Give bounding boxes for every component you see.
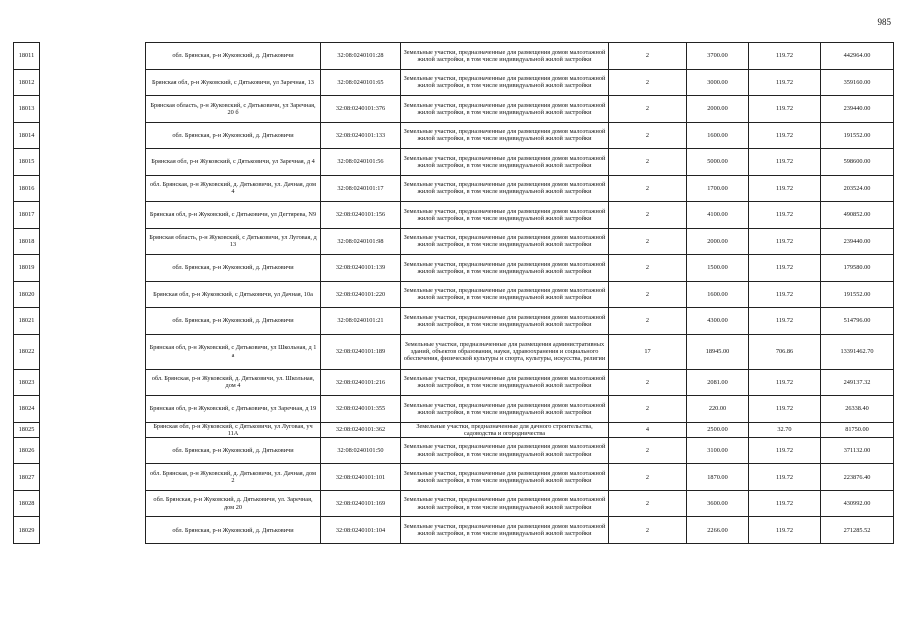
row-id-cell: 18029 [14, 517, 40, 544]
cadastral-number-cell: 32:08:0240101:101 [321, 464, 401, 491]
specific-value-cell: 119.72 [749, 308, 821, 335]
address-cell: обл. Брянская, р-н Жуковский, д. Дятьковичи [146, 517, 321, 544]
cadastral-value-cell: 203524.00 [821, 175, 894, 202]
land-category-cell: Земельные участки, предназначенные для размещения домов малоэтажной жилой застройки, в том числе индивидуальной жилой застройки [401, 202, 609, 229]
address-cell: обл. Брянская, р-н Жуковский, д. Дятьковичи [146, 437, 321, 464]
area-cell: 3700.00 [687, 43, 749, 70]
land-category-cell: Земельные участки, предназначенные для размещения домов малоэтажной жилой застройки, в том числе индивидуальной жилой застройки [401, 43, 609, 70]
cadastral-number-cell: 32:08:0240101:50 [321, 437, 401, 464]
row-id-cell: 18024 [14, 396, 40, 423]
area-cell: 1700.00 [687, 175, 749, 202]
area-cell: 4100.00 [687, 202, 749, 229]
table-row [14, 149, 894, 176]
cadastral-value-cell: 13391462.70 [821, 334, 894, 369]
specific-value-cell: 119.72 [749, 437, 821, 464]
address-cell: Брянская обл, р-н Жуковский, с Дятьковичи, ул Дегтярева, N9 [146, 202, 321, 229]
table-row [14, 69, 894, 96]
address-cell: обл. Брянская, р-н Жуковский, д. Дятьковичи, ул. Дачная, дом 2 [146, 464, 321, 491]
address-cell: обл. Брянская, р-н Жуковский, д. Дятьковичи [146, 43, 321, 70]
usage-group-cell: 2 [609, 308, 687, 335]
address-cell: обл. Брянская, р-н Жуковский, д. Дятьковичи [146, 122, 321, 149]
row-id-cell: 18018 [14, 228, 40, 255]
address-cell: Брянская обл, р-н Жуковский, с Дятьковичи, ул Заречная, 13 [146, 69, 321, 96]
area-cell: 18945.00 [687, 334, 749, 369]
cadastral-number-cell: 32:08:0240101:376 [321, 96, 401, 123]
cadastral-value-cell: 514796.00 [821, 308, 894, 335]
area-cell: 2081.00 [687, 369, 749, 396]
usage-group-cell: 2 [609, 464, 687, 491]
cadastral-value-cell: 249137.32 [821, 369, 894, 396]
area-cell: 1500.00 [687, 255, 749, 282]
area-cell: 1870.00 [687, 464, 749, 491]
land-category-cell: Земельные участки, предназначенные для размещения домов малоэтажной жилой застройки, в том числе индивидуальной жилой застройки [401, 149, 609, 176]
land-category-cell: Земельные участки, предназначенные для размещения домов малоэтажной жилой застройки, в том числе индивидуальной жилой застройки [401, 69, 609, 96]
land-category-cell: Земельные участки, предназначенные для дачного строительства, садоводства и огородничества [401, 422, 609, 437]
address-cell: Брянская область, р-н Жуковский, с Дятьковичи, ул Луговая, д 13 [146, 228, 321, 255]
usage-group-cell: 2 [609, 228, 687, 255]
cadastral-number-cell: 32:08:0240101:65 [321, 69, 401, 96]
cadastral-value-cell: 430992.00 [821, 490, 894, 517]
cadastral-value-cell: 191552.00 [821, 281, 894, 308]
land-category-cell: Земельные участки, предназначенные для размещения домов малоэтажной жилой застройки, в том числе индивидуальной жилой застройки [401, 396, 609, 423]
specific-value-cell: 119.72 [749, 149, 821, 176]
row-id-cell: 18026 [14, 437, 40, 464]
row-spacer-cell [40, 122, 146, 149]
cadastral-value-cell: 442964.00 [821, 43, 894, 70]
specific-value-cell: 119.72 [749, 517, 821, 544]
specific-value-cell: 119.72 [749, 464, 821, 491]
row-spacer-cell [40, 281, 146, 308]
specific-value-cell: 119.72 [749, 96, 821, 123]
usage-group-cell: 2 [609, 96, 687, 123]
usage-group-cell: 2 [609, 149, 687, 176]
row-id-cell: 18025 [14, 422, 40, 437]
row-spacer-cell [40, 69, 146, 96]
table-row [14, 517, 894, 544]
cadastral-value-cell: 359160.00 [821, 69, 894, 96]
land-category-cell: Земельные участки, предназначенные для размещения домов малоэтажной жилой застройки, в том числе индивидуальной жилой застройки [401, 437, 609, 464]
table-row [14, 228, 894, 255]
table-row [14, 422, 894, 437]
cadastral-value-cell: 598600.00 [821, 149, 894, 176]
row-spacer-cell [40, 490, 146, 517]
usage-group-cell: 17 [609, 334, 687, 369]
usage-group-cell: 2 [609, 437, 687, 464]
cadastral-number-cell: 32:08:0240101:156 [321, 202, 401, 229]
address-cell: обл. Брянская, р-н Жуковский, д. Дятьковичи, ул. Дачная, дом 4 [146, 175, 321, 202]
specific-value-cell: 119.72 [749, 69, 821, 96]
area-cell: 5000.00 [687, 149, 749, 176]
cadastral-number-cell: 32:08:0240101:355 [321, 396, 401, 423]
address-cell: Брянская обл, р-н Жуковский, с Дятьковичи, ул Школьная, д 1 а [146, 334, 321, 369]
land-category-cell: Земельные участки, предназначенные для размещения домов малоэтажной жилой застройки, в том числе индивидуальной жилой застройки [401, 308, 609, 335]
specific-value-cell: 119.72 [749, 281, 821, 308]
row-spacer-cell [40, 149, 146, 176]
cadastral-number-cell: 32:08:0240101:169 [321, 490, 401, 517]
cadastral-number-cell: 32:08:0240101:28 [321, 43, 401, 70]
table-row [14, 43, 894, 70]
page-number: 985 [877, 17, 891, 27]
land-category-cell: Земельные участки, предназначенные для размещения домов малоэтажной жилой застройки, в том числе индивидуальной жилой застройки [401, 122, 609, 149]
area-cell: 220.00 [687, 396, 749, 423]
usage-group-cell: 4 [609, 422, 687, 437]
address-cell: обл. Брянская, р-н Жуковский, д. Дятьковичи, ул. Школьная, дом 4 [146, 369, 321, 396]
usage-group-cell: 2 [609, 255, 687, 282]
area-cell: 1600.00 [687, 122, 749, 149]
land-category-cell: Земельные участки, предназначенные для размещения домов малоэтажной жилой застройки, в том числе индивидуальной жилой застройки [401, 228, 609, 255]
row-spacer-cell [40, 255, 146, 282]
area-cell: 2000.00 [687, 228, 749, 255]
row-id-cell: 18016 [14, 175, 40, 202]
specific-value-cell: 119.72 [749, 202, 821, 229]
cadastral-number-cell: 32:08:0240101:21 [321, 308, 401, 335]
cadastral-number-cell: 32:08:0240101:104 [321, 517, 401, 544]
usage-group-cell: 2 [609, 43, 687, 70]
table-row [14, 437, 894, 464]
usage-group-cell: 2 [609, 69, 687, 96]
row-spacer-cell [40, 464, 146, 491]
row-id-cell: 18020 [14, 281, 40, 308]
usage-group-cell: 2 [609, 369, 687, 396]
cadastral-number-cell: 32:08:0240101:220 [321, 281, 401, 308]
cadastral-value-cell: 490852.00 [821, 202, 894, 229]
area-cell: 2266.00 [687, 517, 749, 544]
cadastral-value-cell: 271285.52 [821, 517, 894, 544]
row-spacer-cell [40, 422, 146, 437]
specific-value-cell: 119.72 [749, 228, 821, 255]
cadastral-number-cell: 32:08:0240101:216 [321, 369, 401, 396]
row-id-cell: 18017 [14, 202, 40, 229]
row-id-cell: 18015 [14, 149, 40, 176]
row-id-cell: 18021 [14, 308, 40, 335]
cadastral-number-cell: 32:08:0240101:56 [321, 149, 401, 176]
land-category-cell: Земельные участки, предназначенные для размещения домов малоэтажной жилой застройки, в том числе индивидуальной жилой застройки [401, 490, 609, 517]
table-row [14, 96, 894, 123]
land-category-cell: Земельные участки, предназначенные для размещения домов малоэтажной жилой застройки, в том числе индивидуальной жилой застройки [401, 281, 609, 308]
table-row [14, 202, 894, 229]
row-spacer-cell [40, 43, 146, 70]
table-row [14, 334, 894, 369]
cadastral-value-cell: 239440.00 [821, 96, 894, 123]
usage-group-cell: 2 [609, 517, 687, 544]
row-id-cell: 18012 [14, 69, 40, 96]
area-cell: 3100.00 [687, 437, 749, 464]
specific-value-cell: 119.72 [749, 122, 821, 149]
cadastral-value-cell: 26338.40 [821, 396, 894, 423]
cadastral-value-cell: 223876.40 [821, 464, 894, 491]
row-id-cell: 18028 [14, 490, 40, 517]
table-row [14, 490, 894, 517]
area-cell: 2000.00 [687, 96, 749, 123]
cadastral-value-cell: 371132.00 [821, 437, 894, 464]
row-spacer-cell [40, 175, 146, 202]
area-cell: 2500.00 [687, 422, 749, 437]
row-spacer-cell [40, 396, 146, 423]
address-cell: обл. Брянская, р-н Жуковский, д. Дятьковичи [146, 308, 321, 335]
cadastral-number-cell: 32:08:0240101:139 [321, 255, 401, 282]
cadastral-number-cell: 32:08:0240101:189 [321, 334, 401, 369]
specific-value-cell: 32.70 [749, 422, 821, 437]
row-id-cell: 18011 [14, 43, 40, 70]
row-id-cell: 18014 [14, 122, 40, 149]
table-row [14, 255, 894, 282]
usage-group-cell: 2 [609, 122, 687, 149]
specific-value-cell: 119.72 [749, 43, 821, 70]
table-row [14, 175, 894, 202]
table-row [14, 308, 894, 335]
specific-value-cell: 119.72 [749, 175, 821, 202]
row-id-cell: 18022 [14, 334, 40, 369]
cadastral-number-cell: 32:08:0240101:17 [321, 175, 401, 202]
land-category-cell: Земельные участки, предназначенные для размещения домов малоэтажной жилой застройки, в том числе индивидуальной жилой застройки [401, 255, 609, 282]
specific-value-cell: 119.72 [749, 396, 821, 423]
cadastral-number-cell: 32:08:0240101:362 [321, 422, 401, 437]
cadastral-value-cell: 81750.00 [821, 422, 894, 437]
cadastral-value-cell: 239440.00 [821, 228, 894, 255]
specific-value-cell: 706.86 [749, 334, 821, 369]
specific-value-cell: 119.72 [749, 255, 821, 282]
row-spacer-cell [40, 202, 146, 229]
row-spacer-cell [40, 369, 146, 396]
address-cell: Брянская обл, р-н Жуковский, с Дятьковичи, ул Дачная, 10а [146, 281, 321, 308]
specific-value-cell: 119.72 [749, 490, 821, 517]
row-id-cell: 18027 [14, 464, 40, 491]
row-spacer-cell [40, 228, 146, 255]
row-spacer-cell [40, 334, 146, 369]
row-id-cell: 18013 [14, 96, 40, 123]
table-row [14, 122, 894, 149]
address-cell: Брянская обл, р-н Жуковский, с Дятьковичи, ул Заречная, д 19 [146, 396, 321, 423]
table-row [14, 464, 894, 491]
address-cell: Брянская обл, р-н Жуковский, с Дятьковичи, ул Заречная, д 4 [146, 149, 321, 176]
table-body [14, 43, 894, 544]
table-row [14, 369, 894, 396]
address-cell: обл. Брянская, р-н Жуковский, д. Дятьковичи [146, 255, 321, 282]
land-category-cell: Земельные участки, предназначенные для размещения домов малоэтажной жилой застройки, в том числе индивидуальной жилой застройки [401, 464, 609, 491]
area-cell: 4300.00 [687, 308, 749, 335]
row-id-cell: 18019 [14, 255, 40, 282]
land-category-cell: Земельные участки, предназначенные для размещения домов малоэтажной жилой застройки, в том числе индивидуальной жилой застройки [401, 96, 609, 123]
area-cell: 3000.00 [687, 69, 749, 96]
usage-group-cell: 2 [609, 396, 687, 423]
land-registry-table [13, 42, 894, 544]
row-spacer-cell [40, 96, 146, 123]
row-id-cell: 18023 [14, 369, 40, 396]
land-category-cell: Земельные участки, предназначенные для размещения домов малоэтажной жилой застройки, в том числе индивидуальной жилой застройки [401, 369, 609, 396]
land-category-cell: Земельные участки, предназначенные для размещения домов малоэтажной жилой застройки, в том числе индивидуальной жилой застройки [401, 517, 609, 544]
usage-group-cell: 2 [609, 490, 687, 517]
row-spacer-cell [40, 308, 146, 335]
address-cell: Брянская обл, р-н Жуковский, с Дятьковичи, ул Луговая, уч 11А [146, 422, 321, 437]
land-category-cell: Земельные участки, предназначенные для размещения административных зданий, объектов образования, науки, здравоохранения и социального обеспечения, физической культуры и спорта, культуры, искусства, религии [401, 334, 609, 369]
cadastral-value-cell: 179580.00 [821, 255, 894, 282]
cadastral-value-cell: 191552.00 [821, 122, 894, 149]
row-spacer-cell [40, 517, 146, 544]
address-cell: Брянская область, р-н Жуковский, с Дятьковичи, ул Заречная, 20 б [146, 96, 321, 123]
usage-group-cell: 2 [609, 175, 687, 202]
usage-group-cell: 2 [609, 281, 687, 308]
area-cell: 3600.00 [687, 490, 749, 517]
usage-group-cell: 2 [609, 202, 687, 229]
table-row [14, 396, 894, 423]
row-spacer-cell [40, 437, 146, 464]
address-cell: обл. Брянская, р-н Жуковский, д. Дятьковичи, ул. Заречная, дом 20 [146, 490, 321, 517]
area-cell: 1600.00 [687, 281, 749, 308]
table-row [14, 281, 894, 308]
specific-value-cell: 119.72 [749, 369, 821, 396]
cadastral-number-cell: 32:08:0240101:98 [321, 228, 401, 255]
cadastral-number-cell: 32:08:0240101:133 [321, 122, 401, 149]
land-category-cell: Земельные участки, предназначенные для размещения домов малоэтажной жилой застройки, в том числе индивидуальной жилой застройки [401, 175, 609, 202]
